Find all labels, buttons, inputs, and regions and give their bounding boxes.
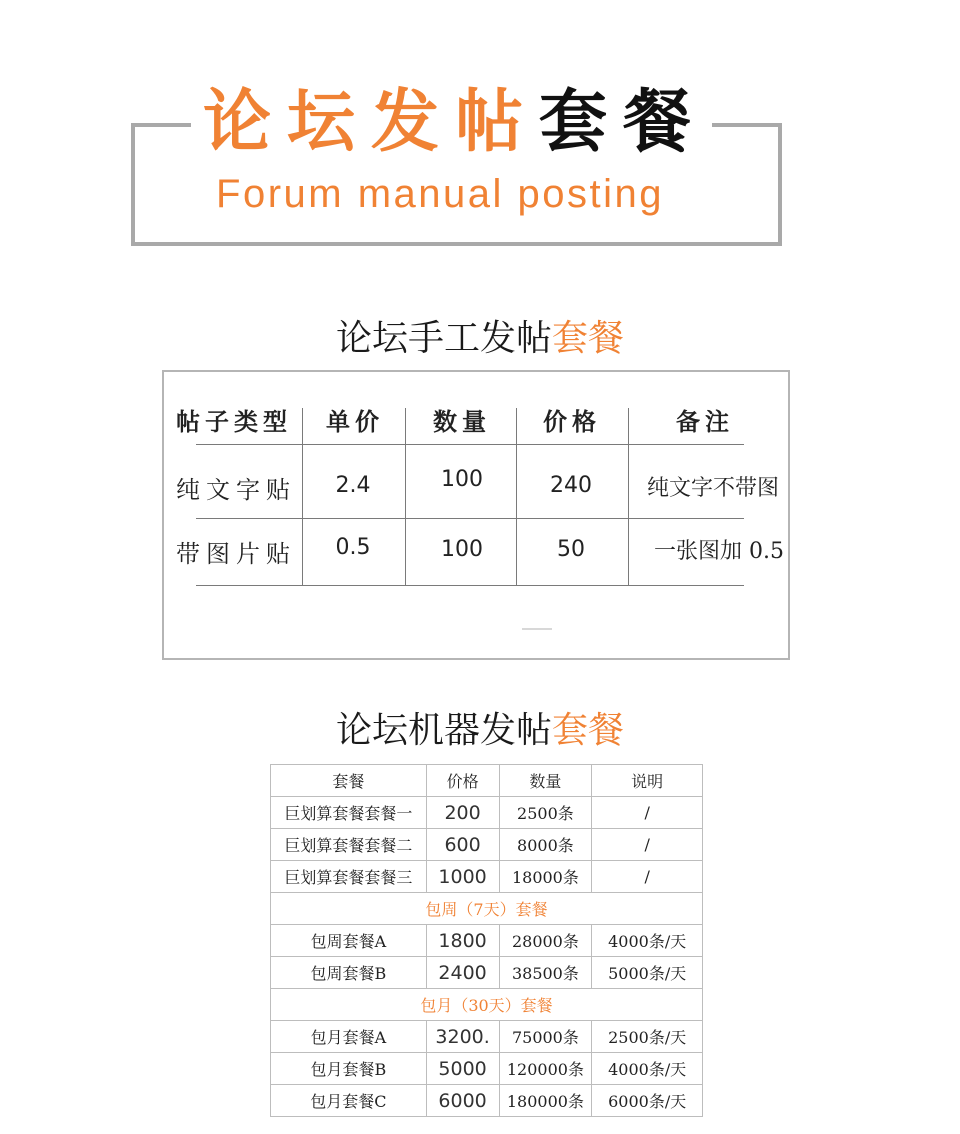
machine-header-price: 价格 (426, 765, 499, 797)
manual-row-1-price: 240 (550, 473, 592, 498)
package-name: 包月套餐C (271, 1085, 427, 1117)
table-row (271, 1085, 703, 1117)
package-note: / (592, 829, 703, 861)
package-note: 4000条/天 (592, 1053, 703, 1085)
package-quantity: 38500条 (499, 957, 592, 989)
package-price: 3200. (426, 1021, 499, 1053)
machine-title-accent: 套餐 (552, 710, 625, 751)
package-name: 包月套餐A (271, 1021, 427, 1053)
package-price: 5000 (426, 1053, 499, 1085)
package-note: / (592, 861, 703, 893)
manual-grid-vline-4 (628, 408, 629, 585)
manual-header-unit-price: 单价 (326, 408, 384, 436)
manual-title-main: 论坛手工发帖 (335, 318, 552, 359)
manual-row-1-quantity: 100 (441, 467, 483, 492)
table-row (271, 797, 703, 829)
manual-section-title (0, 310, 960, 361)
table-row (271, 925, 703, 957)
machine-title-main: 论坛机器发帖 (335, 710, 552, 751)
manual-row-2-unit-price: 0.5 (335, 535, 371, 560)
banner-frame-top-right (712, 123, 778, 127)
package-price: 600 (426, 829, 499, 861)
manual-row-1-unit-price: 2.4 (335, 473, 371, 498)
manual-row-2-type: 带图片贴 (176, 540, 296, 568)
package-price: 6000 (426, 1085, 499, 1117)
manual-title-accent: 套餐 (552, 318, 625, 359)
package-name: 包月套餐B (271, 1053, 427, 1085)
package-quantity: 2500条 (499, 797, 592, 829)
table-row (271, 1053, 703, 1085)
manual-row-2-note: 一张图加 0.5 (654, 539, 784, 564)
manual-grid-vline-2 (405, 408, 406, 585)
package-name: 巨划算套餐套餐三 (271, 861, 427, 893)
banner-title-black: 套餐 (539, 83, 708, 162)
package-note: 2500条/天 (592, 1021, 703, 1053)
package-quantity: 18000条 (499, 861, 592, 893)
weekly-group-row (271, 893, 703, 925)
package-name: 包周套餐B (271, 957, 427, 989)
package-note: 4000条/天 (592, 925, 703, 957)
package-note: / (592, 797, 703, 829)
package-price: 1000 (426, 861, 499, 893)
machine-header-quantity: 数量 (499, 765, 592, 797)
table-row (271, 1021, 703, 1053)
manual-header-quantity: 数量 (433, 408, 491, 436)
monthly-group-row (271, 989, 703, 1021)
manual-grid-vline-3 (516, 408, 517, 585)
manual-row-1-type: 纯文字贴 (176, 476, 296, 504)
package-quantity: 28000条 (499, 925, 592, 957)
manual-grid-hline-3 (196, 585, 744, 586)
package-price: 2400 (426, 957, 499, 989)
banner-frame-top-left (131, 123, 191, 127)
table-row (271, 861, 703, 893)
package-quantity: 8000条 (499, 829, 592, 861)
package-name: 巨划算套餐套餐一 (271, 797, 427, 829)
package-price: 1800 (426, 925, 499, 957)
monthly-group-label: 包月（30天）套餐 (271, 989, 703, 1021)
banner-title (200, 78, 710, 168)
manual-row-2-price: 50 (557, 537, 585, 562)
table-row (271, 957, 703, 989)
machine-header-note: 说明 (592, 765, 703, 797)
package-quantity: 75000条 (499, 1021, 592, 1053)
manual-header-note: 备注 (676, 408, 734, 436)
manual-header-type: 帖子类型 (176, 408, 292, 436)
weekly-group-label: 包周（7天）套餐 (271, 893, 703, 925)
manual-header-price: 价格 (543, 408, 601, 436)
machine-header-row (271, 765, 703, 797)
package-name: 巨划算套餐套餐二 (271, 829, 427, 861)
machine-header-package: 套餐 (271, 765, 427, 797)
manual-grid-hline-2 (196, 518, 744, 519)
banner-subtitle: Forum manual posting (216, 172, 664, 216)
package-quantity: 180000条 (499, 1085, 592, 1117)
package-note: 5000条/天 (592, 957, 703, 989)
banner-title-orange: 论坛发帖 (202, 83, 539, 162)
machine-section-title (0, 702, 960, 753)
faint-mark (522, 628, 552, 630)
package-price: 200 (426, 797, 499, 829)
table-row (271, 829, 703, 861)
package-name: 包周套餐A (271, 925, 427, 957)
package-quantity: 120000条 (499, 1053, 592, 1085)
manual-grid-hline-1 (196, 444, 744, 445)
manual-row-1-note: 纯文字不带图 (646, 476, 779, 501)
manual-row-2-quantity: 100 (441, 537, 483, 562)
manual-grid-vline-1 (302, 408, 303, 585)
package-note: 6000条/天 (592, 1085, 703, 1117)
machine-package-table (270, 764, 703, 1117)
